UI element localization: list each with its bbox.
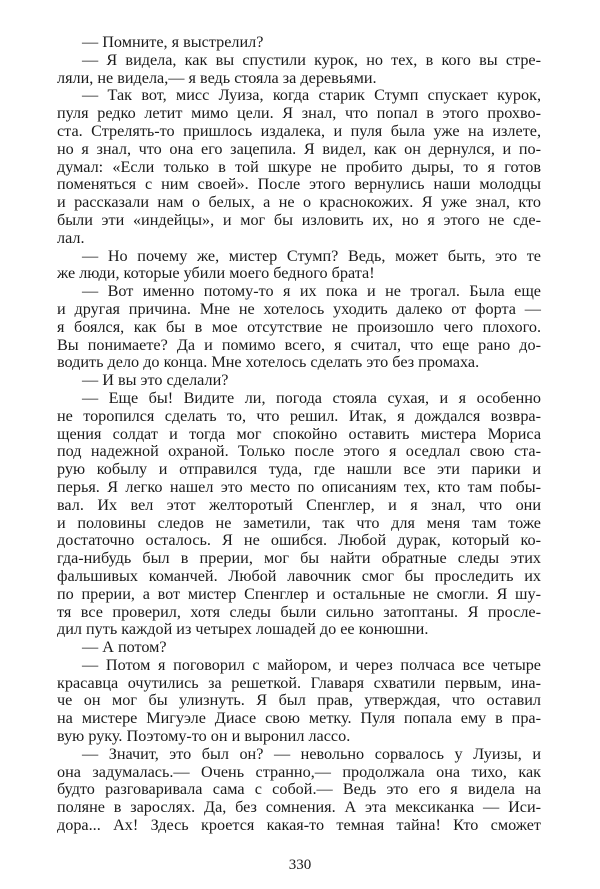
text-line: пуля редко летит мимо цели. Я знал, что попал в этого прохво- <box>57 104 541 123</box>
text-line: — Так вот, мисс Луиза, когда старик Стумп спускает курок, <box>82 86 541 105</box>
text-line: ляли, не видела,— я ведь стояла за деревьями. <box>57 68 377 87</box>
text-line: будто разговаривала сама с собой.— Ведь это его я видела на <box>57 780 541 799</box>
text-line: но я знал, что она его зацепила. Я видел, как он дернулся, и по- <box>57 139 541 158</box>
text-line: вую руку. Поэтому-то он и выронил лассо. <box>57 727 351 746</box>
text-line: гда-нибудь был в прерии, мог бы найти обратные следы этих <box>57 549 541 568</box>
text-line: я боялся, как бы в мое отсутствие не произошло чего плохого. <box>57 317 541 336</box>
text-line: вал. Их вел этот желторотый Спенглер, и я знал, что они <box>57 495 541 514</box>
text-line: фальшивых команчей. Любой лавочник смог бы проследить их <box>57 566 541 585</box>
text-line: поменяться с ним своей». После этого вернулись наши молодцы <box>57 175 541 194</box>
text-line: не торопился сделать то, что решил. Итак, я дождался возвра- <box>57 406 541 425</box>
text-line: че он мог бы улизнуть. Я был прав, утверждая, что оставил <box>57 691 541 710</box>
text-line: она задумалась.— Очень странно,— продолжала она тихо, как <box>57 762 541 781</box>
text-line: — Но почему же, мистер Стумп? Ведь, может быть, это те <box>82 246 541 265</box>
text-line: — Помните, я выстрелил? <box>82 33 264 51</box>
text-line: — Я видела, как вы спустили курок, но тех, в кого вы стре- <box>82 50 541 69</box>
text-line: рую кобылу и отправился туда, где нашли все эти парики и <box>57 460 541 479</box>
text-line: ста. Стрелять-то пришлось издалека, и пуля была уже на излете, <box>57 121 541 140</box>
text-line: были эти «индейцы», и мог бы изловить их, но я этого не сде- <box>57 210 541 229</box>
text-line: и половины следов не заметили, так что для меня там тоже <box>57 513 541 532</box>
text-line: поляне в зарослях. Да, без сомнения. А эта мексиканка — Иси- <box>57 798 541 817</box>
text-line: дил путь каждой из четырех лошадей до ее конюшни. <box>57 620 429 639</box>
text-line: — Еще бы! Видите ли, погода стояла сухая, и я особенно <box>82 388 541 407</box>
text-line: на мистере Мигуэле Диасе свою метку. Пуля попала ему в пра- <box>57 709 541 728</box>
text-line: Вы понимаете? Да и помимо всего, я считал, что еще рано до- <box>57 335 541 354</box>
text-line: дора... Ах! Здесь кроется какая-то темная тайна! Кто сможет <box>57 816 541 835</box>
text-line: думал: «Если только в той шкуре не пробито дыры, то я готов <box>57 157 541 176</box>
text-line: же люди, которые убили моего бедного брата! <box>57 264 375 283</box>
text-line: по прерии, а вот мистер Спенглер и остальные не смогли. Я шу- <box>57 584 541 603</box>
text-line: — Потом я поговорил с майором, и через полчаса все четыре <box>82 655 541 674</box>
text-line: и другая причина. Мне не хотелось уходить далеко от форта — <box>57 299 541 318</box>
text-line: щения солдат и тогда мог спокойно оставить мистера Мориса <box>57 424 541 443</box>
text-line: под надежной охраной. Только после этого я оседлал свою ста- <box>57 442 541 461</box>
page-number: 330 <box>288 857 312 873</box>
page-body-text <box>57 34 541 835</box>
text-line: достаточно осталось. Я не ошибся. Любой дурак, который ко- <box>57 531 541 550</box>
text-line: красавца очутились за решеткой. Главаря схватили первым, ина- <box>57 673 541 692</box>
text-line: водить дело до конца. Мне хотелось сделать это без промаха. <box>57 353 480 372</box>
text-line: — Вот именно потому-то я их пока и не трогал. Была еще <box>82 282 541 301</box>
text-line: и рассказали нам о белых, а не о краснокожих. Я уже знал, кто <box>57 193 541 212</box>
text-line: лал. <box>57 228 85 247</box>
text-line: тя все проверил, хотя следы были сильно затоптаны. Я просле- <box>57 602 541 621</box>
text-line: перья. Я легко нашел это место по описаниям тех, кто там побы- <box>57 477 541 496</box>
text-line: — А потом? <box>82 638 167 657</box>
text-line: — Значит, это был он? — невольно сорвалось у Луизы, и <box>82 744 541 763</box>
text-line: — И вы это сделали? <box>82 371 229 390</box>
